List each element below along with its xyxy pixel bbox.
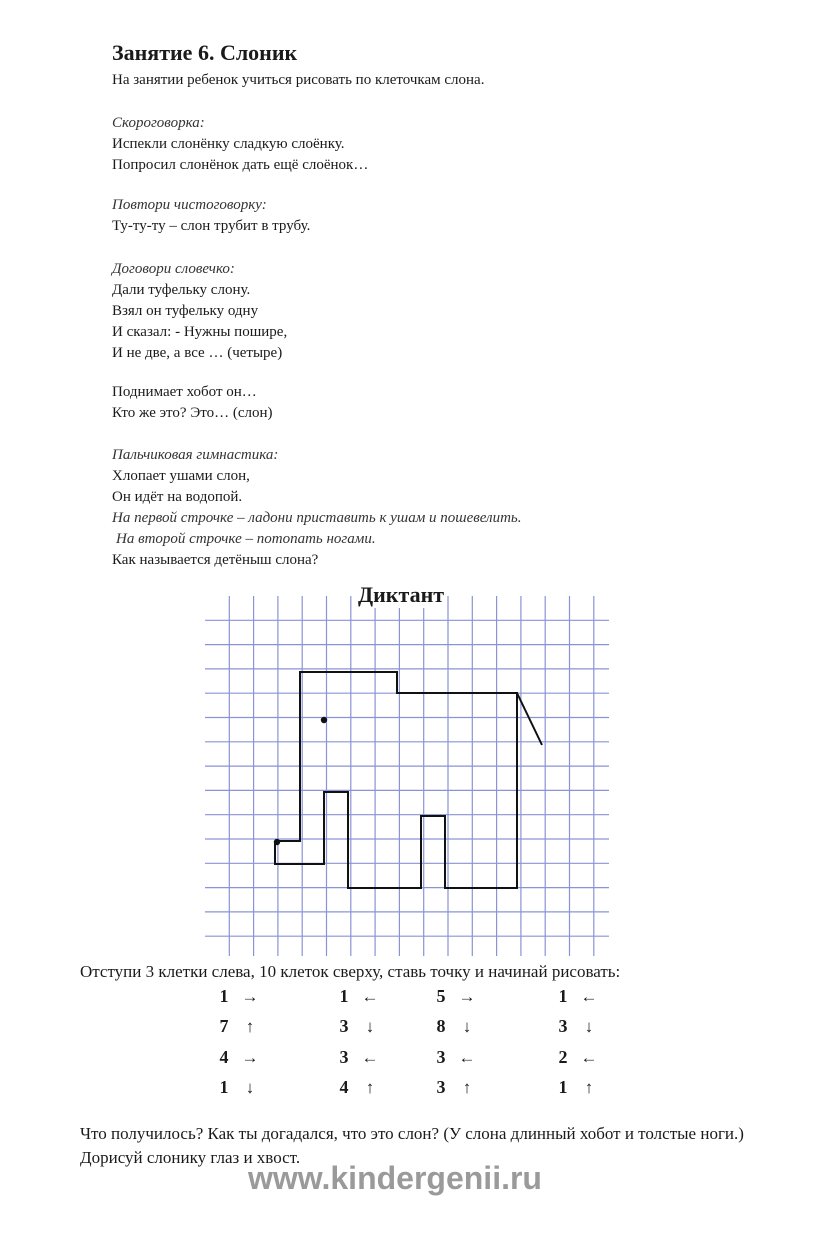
arrow-right-icon: →: [241, 987, 259, 1006]
finish-word-line: И сказал: - Нужны пошире,: [112, 324, 288, 340]
finger-gym-instruction: На первой строчке – ладони приставить к ушам и пошевелить.: [112, 510, 522, 526]
command-step: 1 →: [211, 986, 281, 1007]
arrow-up-icon: ↑: [245, 1017, 255, 1036]
elephant-outline: [275, 672, 517, 888]
grid-lines: [205, 596, 609, 956]
arrow-up-icon: ↑: [462, 1078, 472, 1097]
command-step: 3 ←: [331, 1047, 401, 1068]
command-step: 1 ↓: [211, 1077, 281, 1098]
finger-gym-line: Он идёт на водопой.: [112, 489, 243, 505]
command-step: 8 ↓: [428, 1016, 498, 1037]
finish-word-line: И не две, а все … (четыре): [112, 345, 283, 361]
arrow-left-icon: ←: [361, 1048, 379, 1067]
finish-word-line: Взял он туфельку одну: [112, 303, 259, 319]
arrow-right-icon: →: [241, 1048, 259, 1067]
start-point: [274, 839, 280, 845]
command-step: 3 ←: [428, 1047, 498, 1068]
finish-word-line: Дали туфельку слону.: [112, 282, 251, 298]
command-step: 4 →: [211, 1047, 281, 1068]
tongue-twister-heading: Скороговорка:: [112, 115, 205, 131]
arrow-left-icon: ←: [580, 1048, 598, 1067]
dictation-title: Диктант: [358, 582, 445, 607]
command-step: 7 ↑: [211, 1016, 281, 1037]
command-step: 1 ←: [331, 986, 401, 1007]
elephant-drawing: [275, 672, 542, 888]
arrow-down-icon: ↓: [584, 1017, 594, 1036]
finish-word-heading: Договори словечко:: [112, 261, 235, 277]
riddle-line: Поднимает хобот он…: [112, 384, 257, 400]
page-title: Занятие 6. Слоник: [112, 40, 298, 65]
arrow-left-icon: ←: [361, 987, 379, 1006]
eye-point: [321, 717, 327, 723]
website-watermark: www.kindergenii.ru: [248, 1160, 542, 1196]
dictation-grid: [205, 596, 609, 956]
command-step: 5 →: [428, 986, 498, 1007]
riddle-line: Кто же это? Это… (слон): [112, 405, 273, 421]
arrow-down-icon: ↓: [462, 1017, 472, 1036]
intro-text: На занятии ребенок учиться рисовать по клеточкам слона.: [112, 72, 485, 88]
arrow-up-icon: ↑: [365, 1078, 375, 1097]
arrow-up-icon: ↑: [584, 1078, 594, 1097]
command-step: 3 ↓: [331, 1016, 401, 1037]
clean-saying-line: Ту-ту-ту – слон трубит в трубу.: [112, 218, 311, 234]
arrow-down-icon: ↓: [245, 1078, 255, 1097]
finger-gym-instruction: На второй строчке – потопать ногами.: [116, 531, 376, 547]
finger-gym-line: Хлопает ушами слон,: [112, 468, 250, 484]
command-step: 2 ←: [550, 1047, 620, 1068]
command-step: 3 ↓: [550, 1016, 620, 1037]
clean-saying-heading: Повтори чистоговорку:: [112, 197, 267, 213]
finger-gym-question: Как называется детёныш слона?: [112, 552, 319, 568]
arrow-left-icon: ←: [458, 1048, 476, 1067]
command-step: 1 ←: [550, 986, 620, 1007]
command-step: 4 ↑: [331, 1077, 401, 1098]
dictation-instruction: Отступи 3 клетки слева, 10 клеток сверху, ставь точку и начинай рисовать:: [80, 962, 621, 981]
command-step: 1 ↑: [550, 1077, 620, 1098]
arrow-down-icon: ↓: [365, 1017, 375, 1036]
tongue-twister-line: Испекли слонёнку сладкую слоёнку.: [112, 136, 345, 152]
tongue-twister-line: Попросил слонёнок дать ещё слоёнок…: [112, 157, 369, 173]
finger-gym-heading: Пальчиковая гимнастика:: [112, 447, 279, 463]
arrow-left-icon: ←: [580, 987, 598, 1006]
arrow-right-icon: →: [458, 987, 476, 1006]
closing-question: Что получилось? Как ты догадался, что это слон? (У слона длинный хобот и толстые ноги.) Дорисуй слонику глаз и хвост.: [80, 1124, 744, 1167]
command-step: 3 ↑: [428, 1077, 498, 1098]
